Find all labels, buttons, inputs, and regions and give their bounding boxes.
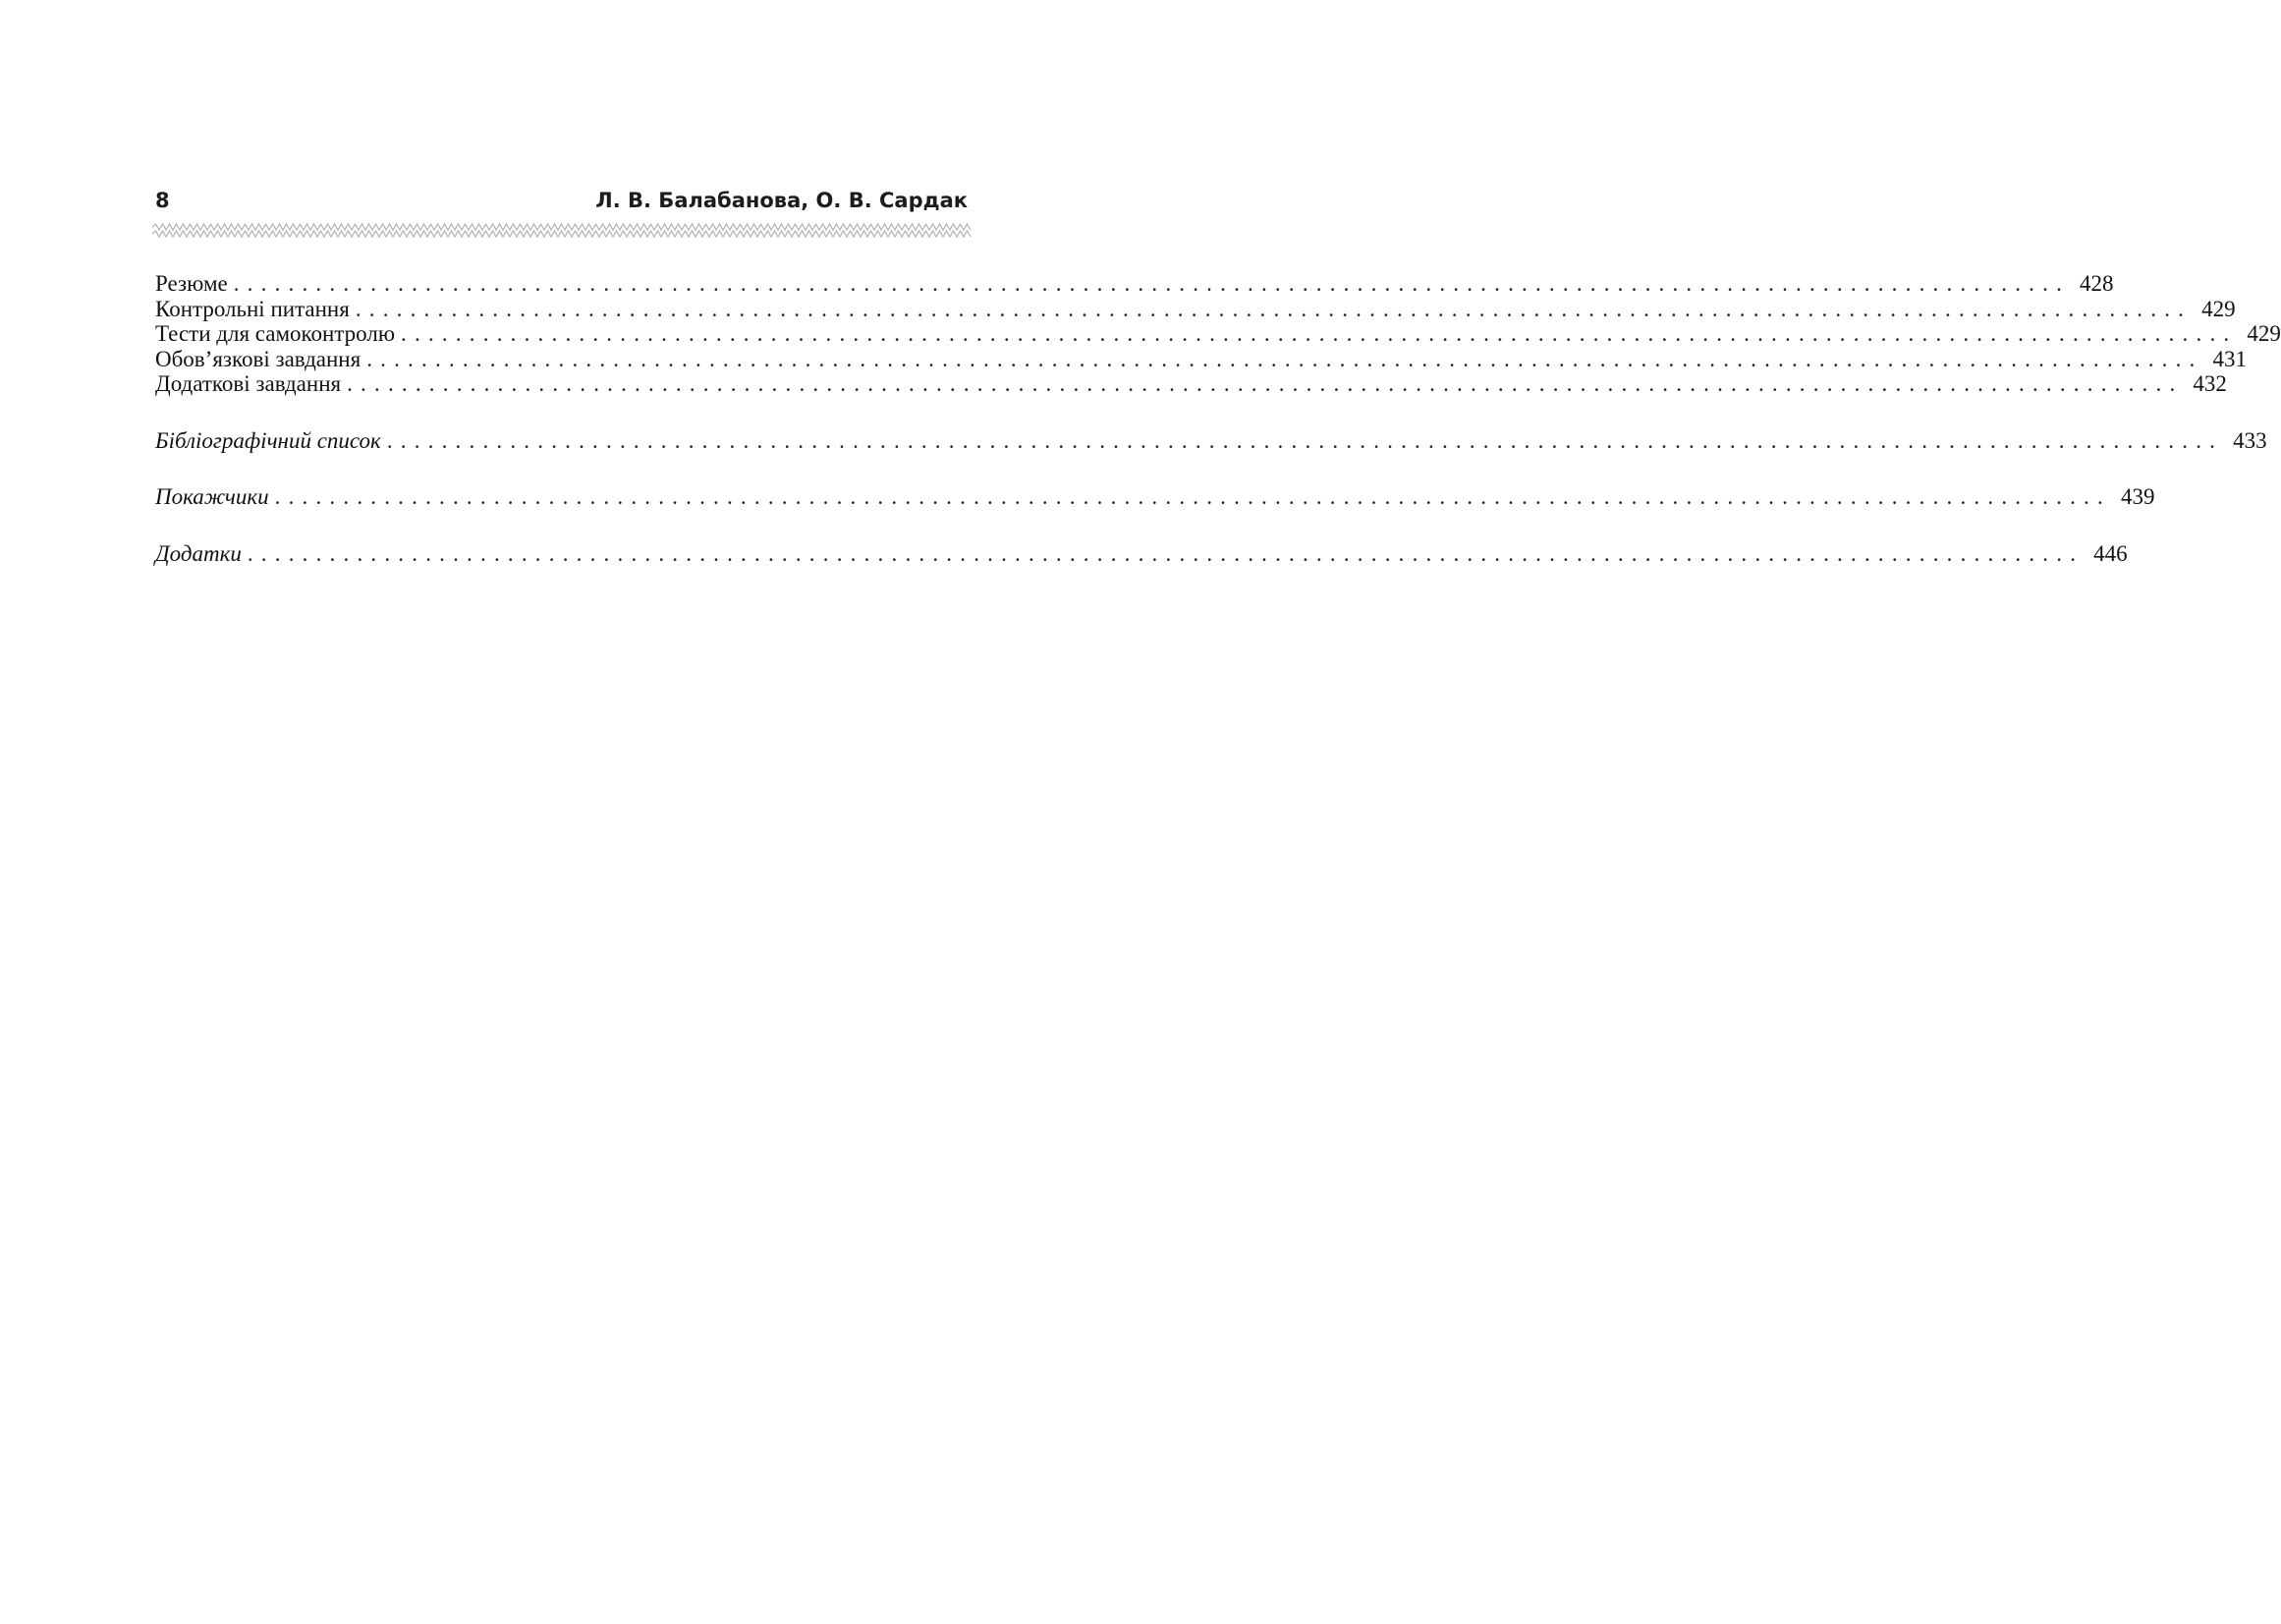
toc-entry-page: 429 [2201, 296, 2236, 321]
table-of-contents [155, 271, 2281, 566]
toc-dot-leader: ...................................................................................................................................... [347, 371, 2184, 396]
toc-entry-appendices[interactable] [155, 540, 2128, 567]
toc-dot-leader: ...................................................................................................................................... [386, 427, 2224, 453]
toc-entry[interactable] [155, 271, 2114, 297]
toc-dot-leader: ...................................................................................................................................... [274, 484, 2111, 509]
toc-entry-page: 428 [2080, 271, 2114, 296]
toc-entry[interactable] [155, 296, 2236, 322]
running-header-authors: Л. В. Балабанова, О. В. Сардак [595, 189, 968, 212]
page-number: 8 [155, 189, 170, 212]
running-header [155, 189, 968, 218]
toc-dot-leader: ...................................................................................................................................... [247, 540, 2085, 566]
toc-entry-title: Обов’язкові завдання [155, 346, 362, 371]
toc-dot-leader: ...................................................................................................................................... [355, 296, 2193, 321]
toc-entry[interactable] [155, 321, 2281, 347]
toc-entry-page: 439 [2120, 484, 2155, 509]
toc-entry-title: Бібліографічний список [155, 427, 381, 453]
toc-entry-title: Покажчики [155, 484, 269, 509]
toc-dot-leader: ...................................................................................................................................... [233, 271, 2071, 296]
toc-entry-page: 446 [2093, 540, 2128, 566]
toc-entry-title: Тести для самоконтролю [155, 321, 396, 346]
toc-entry-title: Резюме [155, 271, 228, 296]
decorative-wave-rule [152, 222, 973, 240]
toc-entry-page: 431 [2212, 346, 2248, 371]
toc-entry-page: 429 [2247, 321, 2281, 346]
toc-dot-leader: ...................................................................................................................................... [401, 321, 2238, 346]
toc-entry-page: 432 [2193, 371, 2227, 396]
toc-entry-title: Додатки [155, 540, 242, 566]
toc-entry-title: Додаткові завдання [155, 371, 342, 396]
toc-entry-title: Контрольні питання [155, 296, 350, 321]
toc-entry-page: 433 [2233, 427, 2267, 453]
toc-entry-bibliography[interactable] [155, 427, 2267, 454]
toc-entry-indexes[interactable] [155, 484, 2155, 510]
toc-entry[interactable] [155, 346, 2248, 372]
toc-entry[interactable] [155, 371, 2227, 397]
toc-dot-leader: ...................................................................................................................................... [366, 346, 2203, 371]
